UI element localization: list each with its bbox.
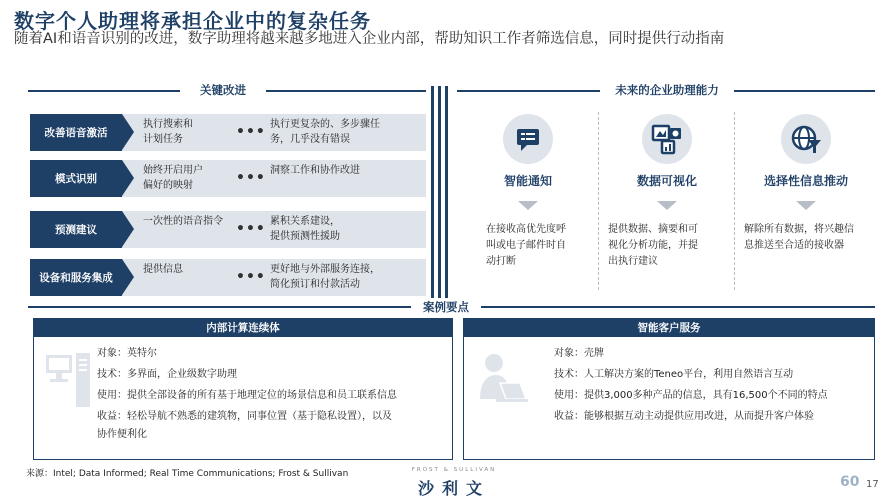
row-from: 提供信息 [143,264,183,275]
capability-desc: 在接收高优先度呼 叫或电子邮件时自 动打断 [486,224,566,267]
notification-icon [503,114,553,164]
cases-heading: 案例要点 [411,299,481,315]
capability-smart-notification [458,104,598,270]
capability-divider-2 [734,112,735,290]
case-usage: 使用：提供全部设备的所有基于地理定位的场景信息和员工联系信息 [97,390,397,401]
capability-data-visualization [600,104,734,270]
capability-divider-1 [598,112,599,290]
row-dots: ••• [236,170,266,186]
row-dots: ••• [236,221,266,237]
page-number: 17 [866,479,879,490]
row-label: 改善语音激活 [30,114,122,151]
case-title: 智能客户服务 [464,319,874,337]
case-tech: 技术：人工解决方案的Teneo平台，利用自然语言互动 [554,369,794,380]
divider-bar-1 [431,86,434,298]
page-subtitle: 随着AI和语音识别的改进，数字助理将越来越多地进入企业内部，帮助知识工作者筛选信息，同时提供行动指南 [14,31,725,47]
brand-english: FROST & SULLIVAN [411,467,497,473]
case-benefit: 收益：轻松导航不熟悉的建筑物，同事位置（基于隐私设置），以及 协作便利化 [97,411,392,440]
row-dots: ••• [236,269,266,285]
row-to: 执行更复杂的、多步骤任 务，几乎没有错误 [270,119,380,145]
anniversary-mark: 60 [840,474,860,490]
case-card-shell [463,318,875,460]
row-to: 洞察工作和协作改进 [270,165,360,176]
capability-title: 数据可视化 [636,174,697,188]
capability-desc: 提供数据、摘要和可 视化分析功能，并提 出执行建议 [608,224,698,267]
case-card-intel [33,318,453,460]
down-arrow [657,201,677,210]
case-object: 对象：英特尔 [97,348,157,359]
row-arrow [122,259,134,295]
brand-logo: 沙利文 [417,479,490,498]
down-arrow [796,201,816,210]
row-label: 模式识别 [30,160,122,197]
row-arrow [122,160,134,196]
source-note: 来源：Intel; Data Informed; Real Time Communications; Frost & Sullivan [26,469,349,479]
capability-title: 选择性信息推动 [763,174,848,188]
row-from: 一次性的语音指令 [143,216,223,227]
row-arrow [122,211,134,247]
capability-desc: 解除所有数据，将兴趣信 息推送至合适的接收器 [744,224,854,251]
capability-selective-push [736,104,876,254]
left-heading: 关键改进 [180,82,266,98]
divider-bar-3 [445,86,448,298]
data-visualization-icon [642,114,692,164]
computer-icon [44,351,92,415]
capability-title: 智能通知 [503,174,552,188]
row-from: 执行搜索和 计划任务 [143,119,193,145]
case-object: 对象：壳牌 [554,348,604,359]
right-heading: 未来的企业助理能力 [600,82,734,98]
divider-bar-2 [438,86,441,298]
user-laptop-icon [476,349,528,413]
row-label: 设备和服务集成 [30,259,122,296]
case-title: 内部计算连续体 [34,319,452,337]
row-to: 累积关系建设， 提供预测性援助 [270,216,340,242]
row-dots: ••• [236,124,266,140]
case-benefit: 收益：能够根据互动主动提供应用改进，从而提升客户体验 [554,411,814,422]
row-to: 更好地与外部服务连接， 简化预订和付款活动 [270,264,380,290]
row-from: 始终开启用户 偏好的映射 [143,165,203,191]
case-usage: 使用：提供3,000多种产品的信息，具有16,500个不同的特点 [554,390,828,401]
case-tech: 技术：多界面，企业级数字助理 [97,369,237,380]
page-title: 数字个人助理将承担企业中的复杂任务 [14,9,371,33]
row-label: 预测建议 [30,211,122,248]
globe-filter-icon [781,114,831,164]
row-arrow [122,114,134,150]
down-arrow [518,201,538,210]
